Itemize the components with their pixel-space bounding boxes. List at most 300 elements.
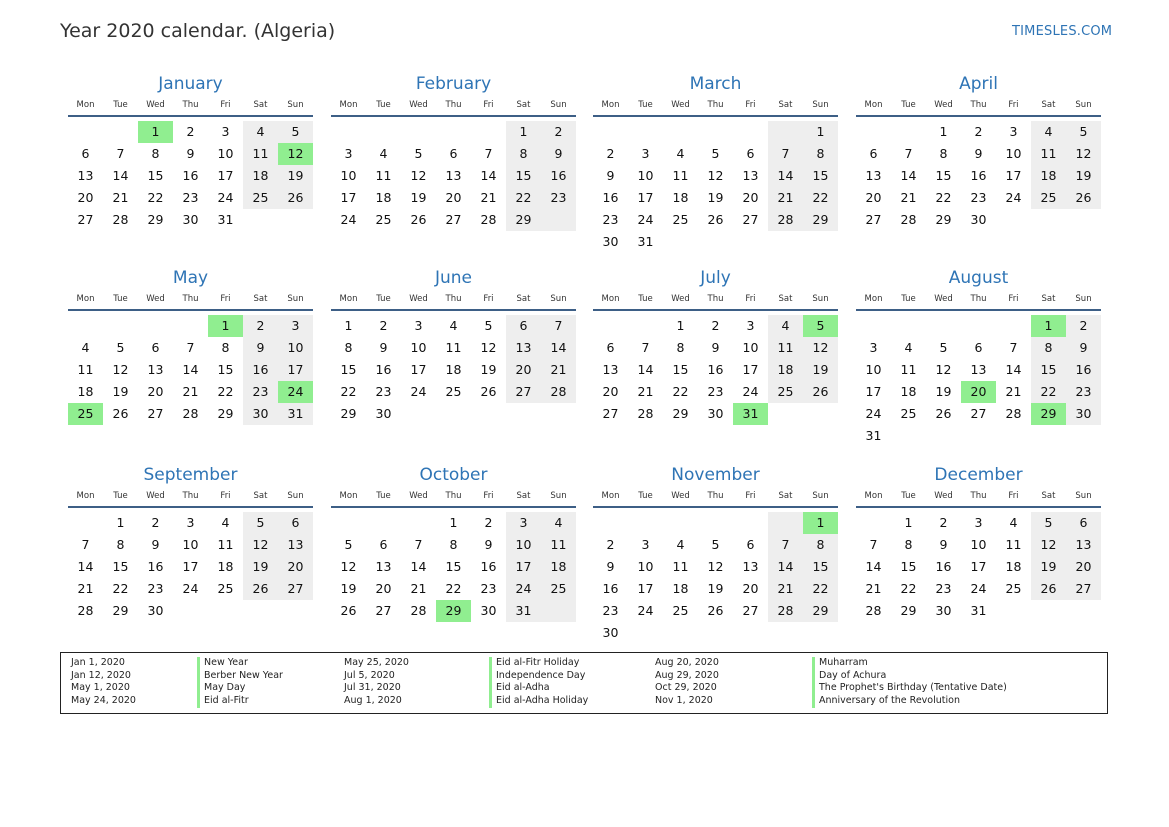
legend-date: Oct 29, 2020	[655, 682, 717, 694]
day-cell: 6	[746, 537, 755, 552]
day-cell: 20	[865, 190, 882, 205]
weekday-label: Tue	[638, 100, 653, 110]
month-april	[856, 72, 1101, 231]
weekday-label: Sun	[550, 491, 567, 501]
holiday-day-cell: 12	[278, 143, 313, 165]
day-cell: 27	[1075, 581, 1092, 596]
day-cell: 30	[970, 212, 987, 227]
day-cell: 5	[939, 340, 948, 355]
day-cell: 13	[287, 537, 304, 552]
day-cell: 23	[1075, 384, 1092, 399]
day-cell: 12	[252, 537, 269, 552]
weekday-label: Tue	[376, 100, 391, 110]
weekday-label: Wed	[146, 294, 165, 304]
day-cell: 30	[935, 603, 952, 618]
day-cell: 29	[812, 603, 829, 618]
month-march	[593, 72, 838, 253]
legend-date: Jan 1, 2020	[71, 657, 125, 668]
day-cell: 14	[637, 362, 654, 377]
day-cell: 26	[707, 603, 724, 618]
weekday-label: Tue	[901, 491, 916, 501]
day-cell: 6	[151, 340, 160, 355]
weekday-label: Sun	[287, 491, 304, 501]
day-cell: 28	[77, 603, 94, 618]
day-cell: 16	[252, 362, 269, 377]
day-cell: 12	[340, 559, 357, 574]
day-grid	[856, 311, 1101, 447]
day-cell: 2	[606, 146, 615, 161]
legend-date: May 24, 2020	[71, 695, 136, 707]
day-cell: 10	[410, 340, 427, 355]
day-cell: 3	[344, 146, 353, 161]
day-cell: 14	[550, 340, 567, 355]
holiday-day-cell: 1	[803, 512, 838, 534]
day-cell: 25	[672, 603, 689, 618]
day-cell: 2	[974, 124, 983, 139]
weekday-label: Wed	[934, 491, 953, 501]
day-cell: 20	[147, 384, 164, 399]
day-cell: 31	[287, 406, 304, 421]
weekday-label: Sun	[812, 294, 829, 304]
day-cell: 9	[554, 146, 563, 161]
day-cell: 4	[1044, 124, 1053, 139]
day-cell: 17	[515, 559, 532, 574]
day-cell: 28	[480, 212, 497, 227]
day-cell: 20	[1075, 559, 1092, 574]
day-cell: 15	[812, 559, 829, 574]
day-cell: 4	[449, 318, 458, 333]
weekday-label: Thu	[182, 294, 199, 304]
legend-date: Aug 29, 2020	[655, 669, 719, 681]
weekday-label: Tue	[638, 491, 653, 501]
day-cell: 11	[1005, 537, 1022, 552]
day-cell: 27	[742, 212, 759, 227]
day-cell: 22	[112, 581, 129, 596]
day-cell: 22	[340, 384, 357, 399]
legend-holiday-name: Berber New Year	[197, 670, 283, 683]
day-cell: 25	[1040, 190, 1057, 205]
day-cell: 20	[742, 190, 759, 205]
day-cell: 15	[445, 559, 462, 574]
day-cell: 30	[480, 603, 497, 618]
weekday-label: Thu	[182, 100, 199, 110]
legend-holiday-name: Eid al-Fitr	[197, 695, 249, 708]
day-grid	[331, 311, 576, 425]
day-cell: 13	[1075, 537, 1092, 552]
day-cell: 26	[252, 581, 269, 596]
month-name: June	[434, 268, 473, 288]
day-cell: 19	[252, 559, 269, 574]
day-cell: 9	[484, 537, 493, 552]
day-cell: 13	[147, 362, 164, 377]
weekday-header	[331, 290, 576, 308]
day-cell: 18	[77, 384, 94, 399]
day-cell: 29	[672, 406, 689, 421]
day-cell: 10	[182, 537, 199, 552]
day-cell: 3	[1009, 124, 1018, 139]
day-cell: 26	[1040, 581, 1057, 596]
day-cell: 2	[606, 537, 615, 552]
day-cell: 20	[602, 384, 619, 399]
weekday-label: Tue	[113, 100, 128, 110]
weekday-label: Sun	[550, 100, 567, 110]
day-cell: 28	[112, 212, 129, 227]
weekday-label: Mon	[339, 491, 358, 501]
day-cell: 11	[672, 559, 689, 574]
day-cell: 10	[287, 340, 304, 355]
weekday-label: Fri	[745, 100, 756, 110]
weekday-header	[856, 96, 1101, 114]
weekday-label: Sat	[253, 100, 268, 110]
weekday-label: Sun	[1075, 100, 1092, 110]
legend-holiday-name: Eid al-Adha	[489, 682, 550, 695]
weekday-label: Fri	[1008, 491, 1019, 501]
day-cell: 3	[746, 318, 755, 333]
day-cell: 2	[554, 124, 563, 139]
weekday-label: Fri	[483, 491, 494, 501]
day-cell: 4	[81, 340, 90, 355]
day-cell: 26	[935, 406, 952, 421]
day-cell: 25	[777, 384, 794, 399]
day-cell: 20	[375, 581, 392, 596]
day-cell: 19	[340, 581, 357, 596]
weekday-label: Thu	[970, 294, 987, 304]
day-cell: 24	[515, 581, 532, 596]
day-cell: 8	[449, 537, 458, 552]
weekday-label: Thu	[707, 100, 724, 110]
day-cell: 8	[904, 537, 913, 552]
weekday-label: Sat	[516, 100, 531, 110]
day-cell: 12	[812, 340, 829, 355]
day-cell: 29	[515, 212, 532, 227]
day-cell: 21	[112, 190, 129, 205]
day-cell: 11	[672, 168, 689, 183]
weekday-label: Fri	[1008, 294, 1019, 304]
day-cell: 8	[816, 537, 825, 552]
day-cell: 17	[742, 362, 759, 377]
day-cell: 18	[217, 559, 234, 574]
month-name: March	[689, 74, 742, 94]
weekday-label: Mon	[601, 100, 620, 110]
weekday-header	[331, 487, 576, 505]
day-cell: 5	[116, 340, 125, 355]
day-cell: 17	[637, 190, 654, 205]
weekday-label: Fri	[745, 294, 756, 304]
day-cell: 18	[1040, 168, 1057, 183]
holiday-day-cell: 1	[1031, 315, 1066, 337]
day-cell: 9	[974, 146, 983, 161]
day-cell: 16	[935, 559, 952, 574]
day-cell: 9	[151, 537, 160, 552]
day-cell: 26	[112, 406, 129, 421]
month-name: January	[158, 74, 223, 94]
day-cell: 8	[676, 340, 685, 355]
month-name: April	[959, 74, 998, 94]
weekday-label: Sun	[812, 491, 829, 501]
day-cell: 5	[344, 537, 353, 552]
day-cell: 15	[515, 168, 532, 183]
day-cell: 25	[445, 384, 462, 399]
day-cell: 22	[900, 581, 917, 596]
day-cell: 8	[151, 146, 160, 161]
day-cell: 27	[375, 603, 392, 618]
day-cell: 14	[900, 168, 917, 183]
legend-holiday-name: Anniversary of the Revolution	[812, 695, 960, 708]
holiday-day-cell: 31	[733, 403, 768, 425]
day-cell: 2	[186, 124, 195, 139]
day-cell: 27	[515, 384, 532, 399]
legend-date: Aug 20, 2020	[655, 657, 719, 668]
day-cell: 17	[217, 168, 234, 183]
weekday-label: Mon	[76, 294, 95, 304]
day-cell: 19	[410, 190, 427, 205]
day-cell: 1	[904, 515, 913, 530]
day-cell: 6	[81, 146, 90, 161]
day-cell: 13	[515, 340, 532, 355]
day-cell: 1	[519, 124, 528, 139]
day-cell: 16	[602, 581, 619, 596]
weekday-label: Sun	[1075, 294, 1092, 304]
day-cell: 29	[340, 406, 357, 421]
day-cell: 20	[515, 362, 532, 377]
weekday-label: Fri	[220, 491, 231, 501]
day-cell: 5	[291, 124, 300, 139]
month-name: October	[419, 465, 488, 485]
day-cell: 30	[182, 212, 199, 227]
day-cell: 24	[410, 384, 427, 399]
weekday-header	[856, 290, 1101, 308]
day-cell: 13	[742, 168, 759, 183]
day-cell: 27	[865, 212, 882, 227]
legend-date: Jul 5, 2020	[344, 669, 395, 681]
day-cell: 29	[935, 212, 952, 227]
day-cell: 24	[637, 212, 654, 227]
day-cell: 10	[637, 559, 654, 574]
weekday-label: Tue	[113, 294, 128, 304]
day-grid	[331, 117, 576, 231]
weekday-header	[331, 96, 576, 114]
day-cell: 9	[606, 168, 615, 183]
weekday-label: Tue	[901, 294, 916, 304]
day-cell: 17	[1005, 168, 1022, 183]
day-cell: 21	[865, 581, 882, 596]
day-cell: 30	[707, 406, 724, 421]
day-cell: 31	[637, 234, 654, 249]
day-cell: 4	[256, 124, 265, 139]
weekday-label: Thu	[445, 294, 462, 304]
day-cell: 18	[1005, 559, 1022, 574]
day-cell: 2	[711, 318, 720, 333]
day-cell: 22	[935, 190, 952, 205]
weekday-label: Mon	[601, 294, 620, 304]
day-cell: 8	[519, 146, 528, 161]
weekday-label: Sat	[253, 294, 268, 304]
day-cell: 15	[112, 559, 129, 574]
day-cell: 18	[252, 168, 269, 183]
day-cell: 28	[865, 603, 882, 618]
day-cell: 25	[550, 581, 567, 596]
day-cell: 4	[676, 146, 685, 161]
weekday-label: Fri	[220, 294, 231, 304]
month-name: July	[700, 268, 731, 288]
day-cell: 28	[550, 384, 567, 399]
day-cell: 29	[900, 603, 917, 618]
day-cell: 7	[484, 146, 493, 161]
day-cell: 10	[742, 340, 759, 355]
day-cell: 24	[970, 581, 987, 596]
day-cell: 12	[112, 362, 129, 377]
day-cell: 17	[340, 190, 357, 205]
day-cell: 21	[550, 362, 567, 377]
day-cell: 16	[602, 190, 619, 205]
day-cell: 3	[291, 318, 300, 333]
day-cell: 19	[935, 384, 952, 399]
weekday-header	[593, 487, 838, 505]
day-cell: 14	[480, 168, 497, 183]
day-cell: 28	[777, 603, 794, 618]
day-cell: 7	[414, 537, 423, 552]
day-cell: 27	[970, 406, 987, 421]
weekday-label: Wed	[934, 294, 953, 304]
legend-date: Jul 31, 2020	[344, 682, 401, 694]
day-cell: 24	[742, 384, 759, 399]
weekday-label: Mon	[864, 100, 883, 110]
weekday-label: Wed	[671, 294, 690, 304]
day-cell: 4	[221, 515, 230, 530]
day-cell: 7	[186, 340, 195, 355]
legend-date: Nov 1, 2020	[655, 695, 713, 707]
day-cell: 21	[1005, 384, 1022, 399]
day-cell: 12	[935, 362, 952, 377]
day-cell: 18	[445, 362, 462, 377]
day-cell: 15	[900, 559, 917, 574]
month-august	[856, 266, 1101, 447]
day-cell: 28	[410, 603, 427, 618]
day-cell: 20	[77, 190, 94, 205]
day-cell: 2	[379, 318, 388, 333]
day-cell: 17	[637, 581, 654, 596]
holiday-day-cell: 1	[208, 315, 243, 337]
month-january	[68, 72, 313, 231]
day-cell: 30	[147, 603, 164, 618]
day-cell: 8	[344, 340, 353, 355]
month-name: September	[143, 465, 238, 485]
day-cell: 26	[1075, 190, 1092, 205]
day-cell: 27	[287, 581, 304, 596]
day-cell: 17	[410, 362, 427, 377]
day-cell: 4	[781, 318, 790, 333]
day-cell: 29	[217, 406, 234, 421]
day-cell: 10	[865, 362, 882, 377]
day-cell: 14	[410, 559, 427, 574]
holiday-day-cell: 1	[138, 121, 173, 143]
page-title: Year 2020 calendar. (Algeria)	[60, 20, 336, 42]
day-cell: 10	[637, 168, 654, 183]
holiday-day-cell: 29	[1031, 403, 1066, 425]
weekday-label: Wed	[671, 491, 690, 501]
day-cell: 7	[781, 537, 790, 552]
day-grid	[68, 311, 313, 425]
day-cell: 7	[1009, 340, 1018, 355]
month-name: August	[948, 268, 1009, 288]
day-cell: 19	[1040, 559, 1057, 574]
day-cell: 28	[900, 212, 917, 227]
day-cell: 17	[287, 362, 304, 377]
weekday-label: Sun	[812, 100, 829, 110]
weekday-label: Thu	[445, 491, 462, 501]
day-cell: 8	[221, 340, 230, 355]
day-cell: 22	[812, 581, 829, 596]
day-cell: 25	[375, 212, 392, 227]
weekday-label: Tue	[638, 294, 653, 304]
weekday-label: Fri	[745, 491, 756, 501]
day-cell: 23	[970, 190, 987, 205]
day-cell: 29	[112, 603, 129, 618]
day-cell: 6	[519, 318, 528, 333]
weekday-label: Tue	[376, 491, 391, 501]
weekday-label: Sun	[287, 294, 304, 304]
day-cell: 21	[410, 581, 427, 596]
day-cell: 9	[256, 340, 265, 355]
legend-holiday-name: May Day	[197, 682, 245, 695]
day-cell: 2	[256, 318, 265, 333]
day-cell: 18	[777, 362, 794, 377]
weekday-label: Wed	[409, 294, 428, 304]
day-grid	[331, 508, 576, 622]
day-cell: 31	[217, 212, 234, 227]
day-cell: 14	[112, 168, 129, 183]
holiday-day-cell: 29	[436, 600, 471, 622]
day-grid	[68, 508, 313, 622]
month-name: December	[934, 465, 1023, 485]
weekday-label: Wed	[146, 491, 165, 501]
day-cell: 11	[1040, 146, 1057, 161]
day-cell: 25	[900, 406, 917, 421]
day-cell: 23	[480, 581, 497, 596]
day-cell: 5	[256, 515, 265, 530]
day-cell: 23	[602, 603, 619, 618]
weekday-label: Mon	[864, 294, 883, 304]
day-cell: 31	[970, 603, 987, 618]
day-cell: 3	[519, 515, 528, 530]
day-cell: 14	[182, 362, 199, 377]
weekday-label: Sat	[778, 294, 793, 304]
day-cell: 16	[550, 168, 567, 183]
weekday-label: Sat	[516, 294, 531, 304]
day-cell: 22	[1040, 384, 1057, 399]
weekday-label: Fri	[483, 100, 494, 110]
day-cell: 29	[147, 212, 164, 227]
day-cell: 30	[375, 406, 392, 421]
site-link[interactable]: TIMESLES.COM	[1012, 24, 1113, 39]
weekday-label: Mon	[864, 491, 883, 501]
weekday-label: Sat	[253, 491, 268, 501]
day-cell: 24	[217, 190, 234, 205]
month-may	[68, 266, 313, 425]
day-cell: 26	[340, 603, 357, 618]
day-cell: 11	[900, 362, 917, 377]
day-grid	[593, 508, 838, 644]
day-cell: 12	[1075, 146, 1092, 161]
day-cell: 9	[939, 537, 948, 552]
day-cell: 13	[865, 168, 882, 183]
day-cell: 5	[1079, 124, 1088, 139]
day-cell: 30	[602, 625, 619, 640]
day-cell: 15	[217, 362, 234, 377]
day-cell: 19	[707, 190, 724, 205]
day-cell: 1	[116, 515, 125, 530]
month-november	[593, 463, 838, 644]
